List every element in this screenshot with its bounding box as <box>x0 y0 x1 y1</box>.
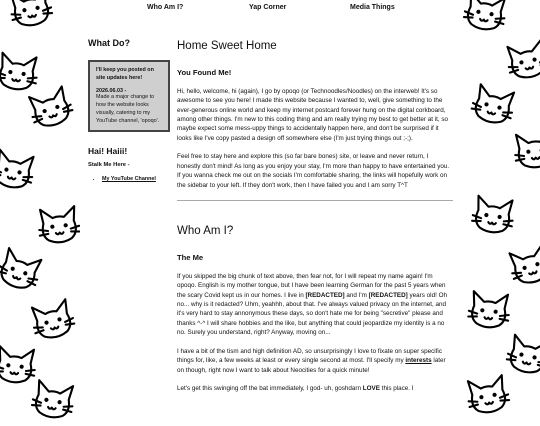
cat-face-doodle <box>466 80 521 132</box>
sidebar <box>88 38 170 184</box>
cat-face-doodle <box>459 0 512 38</box>
greeting: Hai! Haiii! <box>88 146 128 157</box>
youtube-channel-link[interactable]: • My YouTube Channel <box>102 176 170 184</box>
cat-face-doodle <box>510 128 540 175</box>
updates-box <box>88 60 170 132</box>
page-container <box>80 18 460 405</box>
cat-face-doodle <box>503 239 540 292</box>
updates-heading: I'll keep you posted on site updates here! <box>96 67 154 81</box>
cat-face-doodle <box>464 288 514 335</box>
cat-face-doodle <box>0 343 40 390</box>
cat-face-doodle <box>34 203 84 250</box>
cat-face-doodle <box>0 146 40 197</box>
nav-who-am-i[interactable]: Who Am I? <box>147 4 184 11</box>
cat-face-doodle <box>501 331 540 382</box>
main-content <box>177 38 453 402</box>
cat-face-doodle <box>23 82 80 136</box>
cat-face-doodle <box>0 49 43 97</box>
who-am-i-title: Who Am I? <box>177 225 234 238</box>
cat-face-doodle <box>462 371 515 420</box>
page-title: Home Sweet Home <box>177 40 277 52</box>
intro-paragraph-2: Feel free to stay here and explore this (so far bare bones) site, or leave and never return, I honestly don't mind! As long as you enjoy your stay, I'm more than happy to have entertained you. If you wanna check me out on the socials I'm comfortable sharing, the links will hopefully work on the sidebar to your left. If they don't work, then I have failed you and I am sorry T^T <box>177 153 450 189</box>
about2-text-b: later on though, right now I want to talk about Neocities for a quick minute! <box>177 357 446 374</box>
cat-face-doodle <box>501 36 540 87</box>
about-paragraph-1 <box>177 272 453 338</box>
the-me-heading: The Me <box>177 253 204 263</box>
about-paragraph-2 <box>177 347 453 375</box>
interests-link[interactable]: interests <box>405 357 432 365</box>
cat-face-doodle <box>467 192 518 240</box>
about-text-b: and I'm <box>344 291 369 299</box>
redacted-age: [REDACTED] <box>368 291 408 299</box>
about-paragraph-3 <box>177 384 453 393</box>
about3-text-a: Let's get this swinging off the bat immediately, I god- uh, goshdarn <box>177 385 363 393</box>
cat-face-doodle <box>5 0 58 34</box>
about-text-c: years old! Oh no... why is it redacted? Uhm, yeahhh, about that. I've always valued privacy on the internet, and it's very hard to stay annonymous these days, so don't hate me for being "secretive" please and thanks ^-^ I will share hobbies and the like, but anything that could jeopardize my identity is a no no. Surely you understand, right? Anyway, moving on... <box>177 291 447 337</box>
found-heading: You Found Me! <box>177 68 232 78</box>
cat-face-doodle <box>0 243 48 298</box>
redacted-location: [REDACTED] <box>305 291 345 299</box>
sidebar-title: What Do? <box>88 38 130 48</box>
nav-media-things[interactable]: Media Things <box>350 4 395 11</box>
about2-text-a: I have a bit of the tism and high definition AD, so unsurprisingly I love to fixate on super specific things for, like, a few weeks at least or every single second at most. I'll specify my <box>177 347 442 365</box>
update-text: Made a major change to how the website looks visually, catering to my YouTube channel, 'opoqo'. <box>96 94 160 124</box>
about3-text-b: this place. I <box>379 385 414 393</box>
update-date: 2026.06.03 - <box>96 88 127 95</box>
intro-paragraph-1: Hi, hello, welcome, hi (again), I go by opoqo (or Technoodles/Noodles) on the interweb! It's so awesome to see you here! I made this website because I wanted to, well, give something to the ever-generous online world and keep my internet postcard forever hung on the digital corkboard, among other things. I'm new to this coding thing and am really trying my best to get better at it, so maybe expect some mess-uppy things to accidentally happen here, and don't be surprised if it looks like I've copy pasted a design off somewhere else (I'm just trying things out ;-;). <box>177 87 449 142</box>
cat-face-doodle <box>27 376 80 425</box>
stalk-label: Stalk Me Here - <box>88 162 130 169</box>
section-divider <box>177 200 453 201</box>
cat-face-doodle <box>26 295 81 347</box>
nav-yap-corner[interactable]: Yap Corner <box>249 4 287 11</box>
social-links <box>88 176 170 184</box>
top-navigation <box>80 0 460 18</box>
about-text-a: If you skipped the big chunk of text above, then fear not, for I will repeat my name again! I'm opoqo. English is my mother tongue, but I have been learning German for the past 5 years when the scary Covid kept us in our homes. I live in <box>177 272 446 299</box>
love-emphasis: LOVE <box>362 385 380 393</box>
